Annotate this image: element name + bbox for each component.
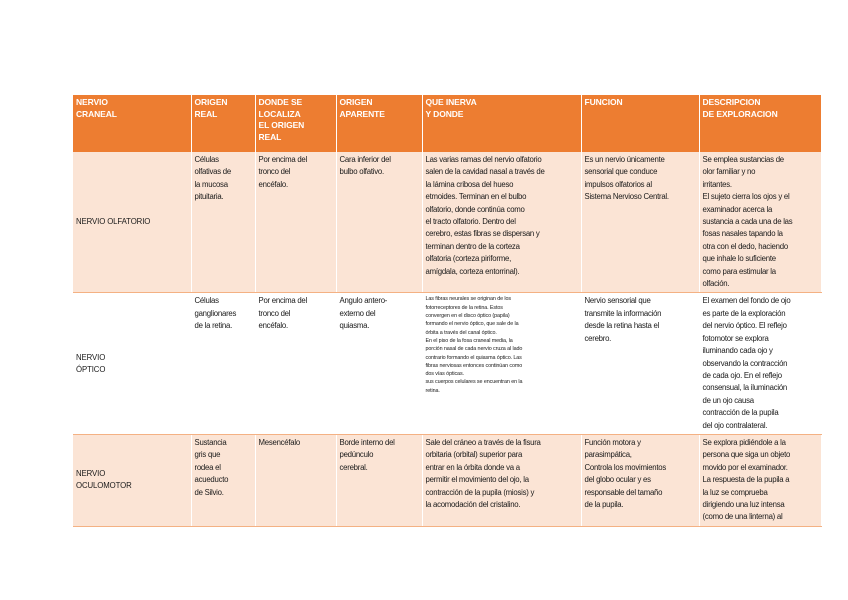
cell-origen-real: Células olfativas de la mucosa pituitaria. <box>191 152 255 293</box>
header-descripcion: DESCRIPCION DE EXPLORACION <box>699 95 821 152</box>
cell-nervio: NERVIO ÓPTICO <box>73 293 191 434</box>
table-row-oculomotor <box>73 434 821 526</box>
cell-nervio: NERVIO OLFATORIO <box>73 152 191 293</box>
cell-origen-aparente: Angulo antero- externo del quiasma. <box>336 293 422 434</box>
cell-descripcion: El examen del fondo de ojo es parte de la exploración del nervio óptico. El reflejo fotomotor se explora iluminando cada ojo y observando la contracción de cada ojo. En el reflejo consensual, la iluminación de un ojo causa contracción de la pupila del ojo contralateral. <box>699 293 821 434</box>
cell-que-inerva: Las varias ramas del nervio olfatorio salen de la cavidad nasal a través de la lámina cribosa del hueso etmoides. Terminan en el bulbo olfatorio, donde continúa como el tracto olfatorio. Dentro del cerebro, estas fibras se dispersan y terminan dentro de la corteza olfatoria (corteza piriforme, amígdala, corteza entorrinal). <box>422 152 581 293</box>
cell-nervio: NERVIO OCULOMOTOR <box>73 434 191 526</box>
header-donde-localiza: DONDE SE LOCALIZA EL ORIGEN REAL <box>255 95 336 152</box>
cell-origen-real: Células ganglionares de la retina. <box>191 293 255 434</box>
cell-que-inerva: Las fibras neurales se originan de los fotorreceptores de la retina. Estos convergen en el disco óptico (papila) formando el nervio óptico, que sale de la órbita a través del canal óptico. En el piso de la fosa craneal media, la porción nasal de cada nervio cruza al lado contrario formando el quiasma óptico. Las fibras nerviosas entonces continúan como dos vías ópticas. sus cuerpos celulares se encuentran en la retina. <box>422 293 581 434</box>
cranial-nerves-table <box>73 95 822 527</box>
cell-donde-localiza: Por encima del tronco del encéfalo. <box>255 293 336 434</box>
cell-funcion: Nervio sensorial que transmite la información desde la retina hasta el cerebro. <box>581 293 699 434</box>
cell-funcion: Función motora y parasimpática, Controla los movimientos del globo ocular y es responsable del tamaño de la pupila. <box>581 434 699 526</box>
cell-origen-real: Sustancia gris que rodea el acueducto de Silvio. <box>191 434 255 526</box>
cell-que-inerva: Sale del cráneo a través de la fisura orbitaria (orbital) superior para entrar en la órbita donde va a permitir el movimiento del ojo, la contracción de la pupila (miosis) y la acomodación del cristalino. <box>422 434 581 526</box>
cell-descripcion: Se explora pidiéndole a la persona que siga un objeto movido por el examinador. La respuesta de la pupila a la luz se comprueba dirigiendo una luz intensa (como de una linterna) al <box>699 434 821 526</box>
header-funcion: FUNCION <box>581 95 699 152</box>
table-row-optico <box>73 293 821 434</box>
cell-descripcion: Se emplea sustancias de olor familiar y no irritantes. El sujeto cierra los ojos y el examinador acerca la sustancia a cada una de las fosas nasales tapando la otra con el dedo, haciendo que inhale lo suficiente como para estimular la olfación. <box>699 152 821 293</box>
cell-origen-aparente: Borde interno del pedúnculo cerebral. <box>336 434 422 526</box>
header-origen-aparente: ORIGEN APARENTE <box>336 95 422 152</box>
header-que-inerva: QUE INERVA Y DONDE <box>422 95 581 152</box>
cell-donde-localiza: Por encima del tronco del encéfalo. <box>255 152 336 293</box>
cell-donde-localiza: Mesencéfalo <box>255 434 336 526</box>
cell-funcion: Es un nervio únicamente sensorial que conduce impulsos olfatorios al Sistema Nervioso Central. <box>581 152 699 293</box>
table-header-row <box>73 95 821 152</box>
table-row-olfatorio <box>73 152 821 293</box>
header-origen-real: ORIGEN REAL <box>191 95 255 152</box>
cell-origen-aparente: Cara inferior del bulbo olfativo. <box>336 152 422 293</box>
header-nervio-craneal: NERVIO CRANEAL <box>73 95 191 152</box>
